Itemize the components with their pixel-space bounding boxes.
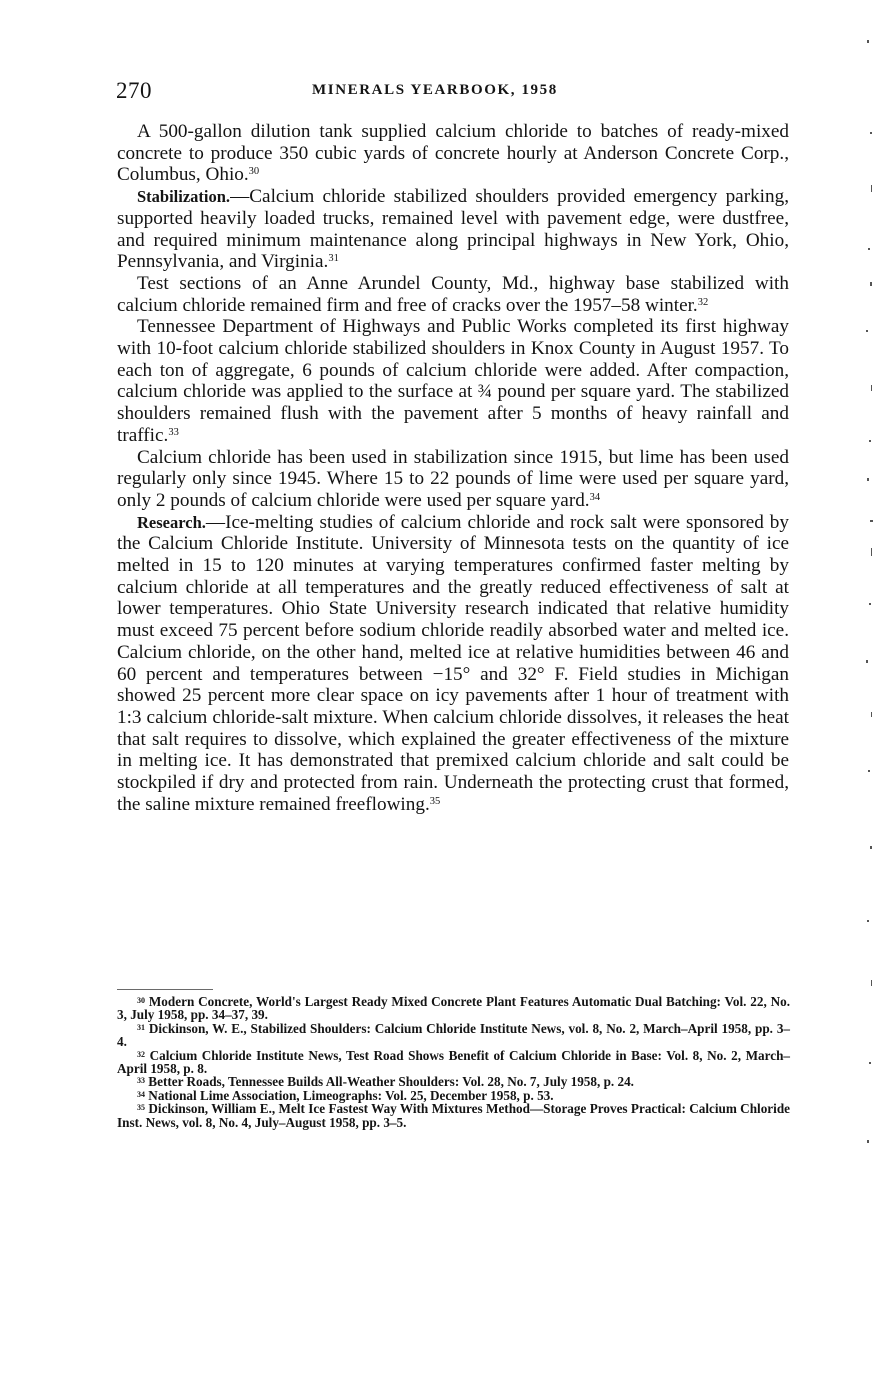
paragraph bbox=[117, 273, 789, 316]
scan-edge-speckle bbox=[861, 0, 875, 1380]
footnote-reference[interactable]: 33 bbox=[168, 426, 179, 438]
page-header bbox=[116, 78, 788, 108]
paragraph-text: Tennessee Department of Highways and Public Works completed its first highway with 10-foot calcium chloride stabilized shoulders in Knox County in August 1957. To each ton of aggregate, 6 pounds of calcium chloride were added. After compaction, calcium chloride was applied to the surface at ¾ pound per square yard. The stabilized shoulders remained flush with the pavement after 5 months of heavy rainfall and traffic. bbox=[117, 316, 789, 446]
footnote-text: Dickinson, William E., Melt Ice Fastest Way With Mixtures Method—Storage Proves Practical: Calcium Chloride Inst. News, vol. 8, No. 4, July–August 1958, pp. 3–5. bbox=[117, 1101, 791, 1130]
footnote-reference[interactable]: 31 bbox=[328, 253, 339, 265]
footnote-reference[interactable]: 32 bbox=[697, 296, 709, 308]
paragraph-text: —Calcium chloride stabilized shoulders provided emergency parking, supported heavily loaded trucks, remained level with pavement edge, were dustfree, and required minimum maintenance along principal highways in New York, Ohio, Pennsylvania, and Virginia. bbox=[117, 186, 789, 273]
paragraph bbox=[117, 121, 789, 186]
footnote-reference[interactable]: 34 bbox=[589, 491, 601, 503]
footnotes bbox=[117, 995, 790, 1129]
paragraph bbox=[117, 447, 789, 512]
footnote-mark: 32 bbox=[137, 1049, 145, 1059]
footnote-mark: 30 bbox=[137, 996, 145, 1005]
paragraph-text: Calcium chloride has been used in stabilization since 1915, but lime has been used regularly only since 1945. Where 15 to 22 pounds of lime were used per square yard, only 2 pounds of calcium chloride were used per square yard. bbox=[117, 446, 789, 511]
footnote-reference[interactable]: 30 bbox=[248, 166, 260, 178]
footnote-mark: 35 bbox=[137, 1103, 145, 1113]
paragraph bbox=[117, 316, 789, 446]
footnote-text: Better Roads, Tennessee Builds All-Weather Shoulders: Vol. 28, No. 7, July 1958, p. 24. bbox=[148, 1074, 634, 1090]
page-number: 270 bbox=[116, 78, 152, 103]
footnote bbox=[117, 995, 790, 1022]
footnote bbox=[117, 1022, 790, 1049]
footnote-text: Modern Concrete, World's Largest Ready Mixed Concrete Plant Features Automatic Dual Batching: Vol. 22, No. 3, July 1958, pp. 34–37, 39. bbox=[117, 994, 791, 1023]
footnote bbox=[117, 1075, 790, 1088]
footnote-text: Dickinson, W. E., Stabilized Shoulders: Calcium Chloride Institute News, vol. 8, No. 2, March–April 1958, pp. 3–4. bbox=[117, 1020, 791, 1050]
paragraph-text: A 500-gallon dilution tank supplied calcium chloride to batches of ready-mixed concrete to produce 350 cubic yards of concrete hourly at Anderson Concrete Corp., Columbus, Ohio. bbox=[117, 121, 789, 186]
paragraph bbox=[117, 512, 789, 816]
footnote-divider bbox=[117, 989, 213, 990]
footnote bbox=[117, 1089, 790, 1102]
footnote-mark: 33 bbox=[137, 1076, 145, 1086]
footnote-text: National Lime Association, Limeographs: Vol. 25, December 1958, p. 53. bbox=[148, 1087, 554, 1103]
footnote bbox=[117, 1102, 790, 1129]
paragraph-text: Test sections of an Anne Arundel County, Md., highway base stabilized with calcium chloride remained firm and free of cracks over the 1957–58 winter. bbox=[117, 272, 789, 316]
footnote bbox=[117, 1049, 790, 1076]
footnote-reference[interactable]: 35 bbox=[429, 795, 441, 807]
footnote-text: Calcium Chloride Institute News, Test Road Shows Benefit of Calcium Chloride in Base: Vol. 8, No. 2, March–April 1958, p. 8. bbox=[117, 1047, 791, 1077]
running-title: MINERALS YEARBOOK, 1958 bbox=[312, 82, 558, 98]
paragraph bbox=[117, 186, 789, 273]
body-text bbox=[117, 121, 789, 816]
runin-heading: Research. bbox=[137, 512, 206, 532]
footnote-mark: 31 bbox=[137, 1022, 145, 1032]
paragraph-text: —Ice-melting studies of calcium chloride and rock salt were sponsored by the Calcium Chloride Institute. University of Minnesota tests on the quantity of ice melted in 15 to 120 minutes at varying temperatures confirmed faster melting by calcium chloride at all temperatures and the greatly reduced effectiveness of salt at lower temperatures. Ohio State University research indicated that relative humidity must exceed 75 percent before sodium chloride readily absorbed water and melted ice. Calcium chloride, on the other hand, melted ice at relative humidities between 46 and 60 percent and temperatures between −15° and 32° F. Field studies in Michigan showed 25 percent more clear space on icy pavements after 1 hour of treatment with 1:3 calcium chloride-salt mixture. When calcium chloride dissolves, it releases the heat that salt requires to dissolve, which explained the greater effectiveness of the mixture in melting ice. It has demonstrated that premixed calcium chloride and salt could be stockpiled if dry and protected from rain. Underneath the protecting crust that formed, the saline mixture remained freeflowing. bbox=[117, 511, 789, 815]
footnote-mark: 34 bbox=[137, 1089, 145, 1099]
runin-heading: Stabilization. bbox=[137, 187, 231, 207]
